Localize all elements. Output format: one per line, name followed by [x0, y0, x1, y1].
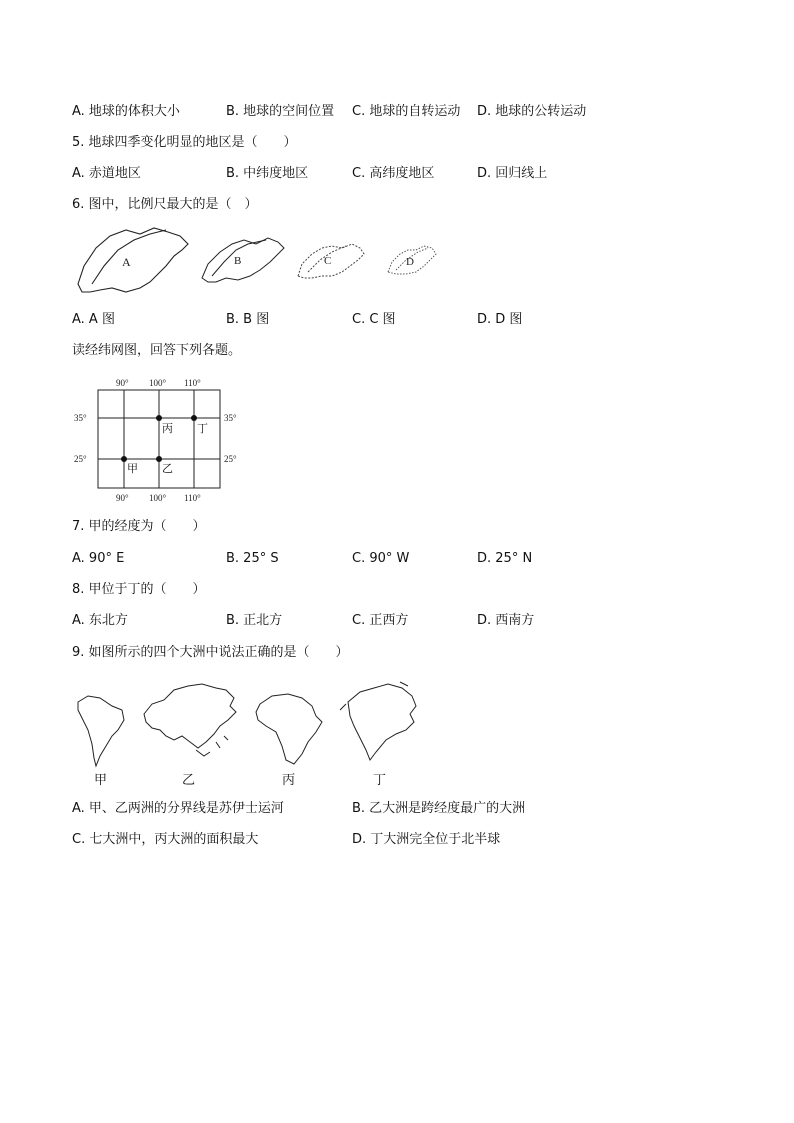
q7-option-a: A. 90° E	[72, 551, 125, 566]
q4-option-a: A. 地球的体积大小	[72, 104, 180, 119]
q9-option-d: D. 丁大洲完全位于北半球	[352, 832, 501, 847]
map-b	[202, 238, 284, 282]
q5-stem: 5. 地球四季变化明显的地区是（ ）	[72, 135, 297, 150]
bottom-lon-100: 100°	[149, 493, 167, 503]
q5-option-a: A. 赤道地区	[72, 166, 141, 181]
map-c-label: C	[324, 255, 332, 267]
top-lon-90: 90°	[116, 378, 129, 388]
top-lon-100: 100°	[149, 378, 167, 388]
q8-option-d: D. 西南方	[477, 613, 535, 628]
q8-stem: 8. 甲位于丁的（ ）	[72, 582, 206, 597]
q7-option-b: B. 25° S	[226, 551, 279, 566]
continent-label-yi: 乙	[182, 772, 196, 787]
point-bing-label: 丙	[162, 423, 173, 435]
q6-map-figure	[70, 222, 450, 302]
map-a	[78, 228, 188, 292]
continent-south-america	[78, 696, 124, 766]
q8-option-b: B. 正北方	[226, 613, 283, 628]
q6-option-d: D. D 图	[477, 312, 523, 327]
left-lat-25: 25°	[74, 454, 87, 464]
point-ding-label: 丁	[197, 423, 208, 435]
q9-option-c: C. 七大洲中，丙大洲的面积最大	[72, 832, 259, 847]
point-jia	[121, 456, 127, 462]
top-lon-110: 110°	[184, 378, 201, 388]
grid-lines	[98, 390, 220, 488]
grid-intro: 读经纬网图，回答下列各题。	[72, 343, 242, 358]
bottom-lon-110: 110°	[184, 493, 201, 503]
q5-option-b: B. 中纬度地区	[226, 166, 309, 181]
continent-africa	[256, 694, 322, 764]
q6-option-a: A. A 图	[72, 312, 115, 327]
continent-north-america	[348, 684, 416, 760]
continent-label-ding: 丁	[373, 772, 387, 787]
left-lat-35: 35°	[74, 413, 87, 423]
point-ding	[191, 415, 197, 421]
point-bing	[156, 415, 162, 421]
map-b-label: B	[234, 255, 242, 267]
q4-option-c: C. 地球的自转运动	[352, 104, 461, 119]
bottom-lon-90: 90°	[116, 493, 129, 503]
lat-lon-grid-figure	[70, 372, 250, 508]
right-lat-25: 25°	[224, 454, 237, 464]
q9-continents-figure	[70, 680, 430, 790]
q6-stem: 6. 图中，比例尺最大的是（ ）	[72, 197, 258, 212]
q7-option-c: C. 90° W	[352, 551, 410, 566]
point-jia-label: 甲	[127, 463, 138, 475]
continent-label-jia: 甲	[94, 772, 108, 787]
q4-option-b: B. 地球的空间位置	[226, 104, 335, 119]
point-yi-label: 乙	[162, 463, 173, 475]
q9-stem: 9. 如图所示的四个大洲中说法正确的是（ ）	[72, 645, 349, 660]
q8-option-c: C. 正西方	[352, 613, 409, 628]
q9-option-b: B. 乙大洲是跨经度最广的大洲	[352, 801, 526, 816]
q7-stem: 7. 甲的经度为（ ）	[72, 519, 206, 534]
q4-option-d: D. 地球的公转运动	[477, 104, 587, 119]
point-yi	[156, 456, 162, 462]
map-a-label: A	[122, 255, 131, 269]
q8-option-a: A. 东北方	[72, 613, 128, 628]
q6-option-c: C. C 图	[352, 312, 396, 327]
map-d-label: D	[406, 256, 414, 268]
q7-option-d: D. 25° N	[477, 551, 533, 566]
q6-option-b: B. B 图	[226, 312, 270, 327]
q5-option-d: D. 回归线上	[477, 166, 548, 181]
continent-asia	[144, 684, 236, 748]
continent-label-bing: 丙	[282, 772, 296, 787]
q5-option-c: C. 高纬度地区	[352, 166, 435, 181]
right-lat-35: 35°	[224, 413, 237, 423]
q9-option-a: A. 甲、乙两洲的分界线是苏伊士运河	[72, 801, 284, 816]
